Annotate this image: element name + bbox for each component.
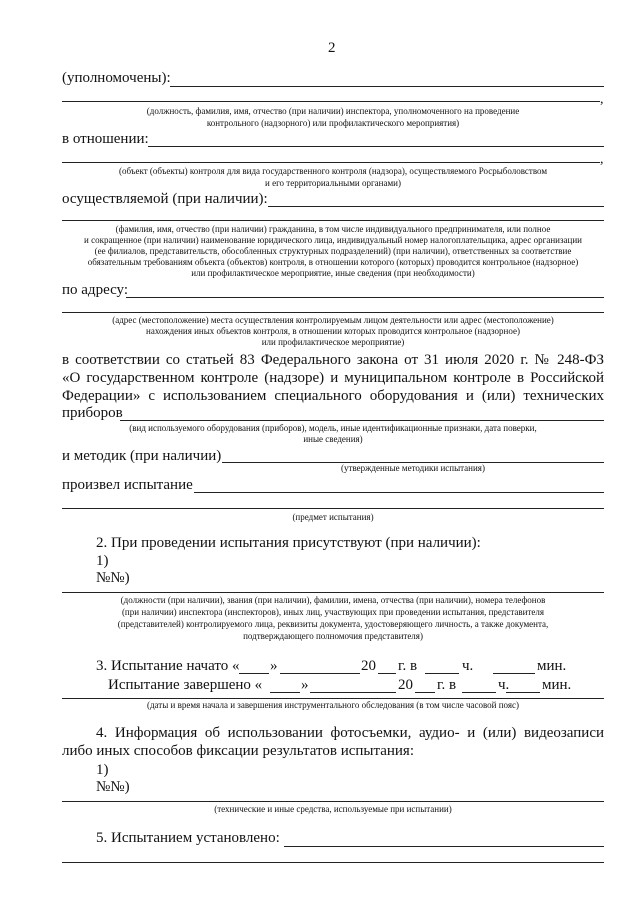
list-item: №№) — [96, 570, 130, 586]
end-year-field[interactable] — [415, 692, 435, 693]
section-2-heading: 2. При проведении испытания присутствуют (при наличии): — [96, 535, 481, 551]
address-input-line[interactable] — [126, 297, 604, 298]
caption: и сокращенное (при наличии) наименование юридического лица, индивидуальный номер налогоплательщика, адрес организации — [84, 235, 582, 245]
devices-label: приборов — [62, 405, 123, 421]
law-line: Федерации» с использованием специального оборудования и (или) технических — [62, 388, 604, 404]
quote: » — [270, 658, 278, 674]
performed-by-input-line-2[interactable] — [62, 220, 604, 221]
regarding-input-line-2[interactable] — [62, 162, 600, 163]
result-input-line[interactable] — [284, 846, 604, 847]
devices-input-line[interactable] — [120, 420, 604, 421]
end-day-field[interactable] — [270, 692, 300, 693]
end-hour-field[interactable] — [462, 692, 496, 693]
start-day-field[interactable] — [239, 673, 269, 674]
start-hour-field[interactable] — [425, 673, 459, 674]
time-zone-input-line[interactable] — [62, 698, 604, 699]
caption: (адрес (местоположение) места осуществления контролируемым лицом деятельности или адрес (местоположение) — [112, 315, 554, 325]
minute-text: мин. — [542, 677, 572, 693]
test-input-line[interactable] — [194, 492, 604, 493]
end-minute-field[interactable] — [506, 692, 540, 693]
list-item: 1) — [96, 762, 109, 778]
authorized-label: (уполномочены): — [62, 70, 171, 86]
caption: (даты и время начала и завершения инструментального обследования (в том числе часовой пояс) — [146, 700, 520, 710]
start-month-field[interactable] — [280, 673, 360, 674]
caption: (фамилия, имя, отчество (при наличии) гражданина, в том числе индивидуального предпринимателя, или полное — [115, 224, 551, 234]
caption: или профилактическое мероприятие, иные сведения (при необходимости) — [191, 268, 475, 278]
end-month-field[interactable] — [310, 692, 396, 693]
list-item: 1) — [96, 553, 109, 569]
authorized-input-line-2[interactable] — [62, 101, 600, 102]
page-number: 2 — [328, 40, 336, 56]
caption: и его территориальными органами) — [265, 178, 401, 188]
start-year-field[interactable] — [378, 673, 396, 674]
hour-text: ч. — [462, 658, 474, 674]
caption: обязательным требованиям объекта (объектов) контроля, в отношении которого (которых) проводится контрольное (надзорное) — [87, 257, 579, 267]
caption: подтверждающего полномочия представителя) — [243, 631, 423, 641]
start-label: 3. Испытание начато « — [96, 658, 240, 674]
section-4-heading-2: либо иных способов фиксации результатов испытания: — [62, 743, 415, 759]
section-5-label: 5. Испытанием установлено: — [96, 830, 280, 846]
caption: иные сведения) — [303, 434, 363, 444]
caption: (вид используемого оборудования (приборов), модель, иные идентификационные признаки, дата поверки, — [129, 423, 537, 433]
regarding-label: в отношении: — [62, 131, 149, 147]
methods-label: и методик (при наличии) — [62, 448, 222, 464]
regarding-input-line[interactable] — [148, 146, 604, 147]
attendees-input-line[interactable] — [62, 592, 604, 593]
caption: (утвержденные методики испытания) — [341, 463, 485, 473]
result-input-line-2[interactable] — [62, 862, 604, 863]
caption: нахождения иных объектов контроля, в отношении которых проводится контрольное (надзорное) — [146, 326, 520, 336]
caption: (должность, фамилия, имя, отчество (при наличии) инспектора, уполномоченного на проведение — [146, 106, 520, 116]
caption: (ее филиалов, представительств, обособленных структурных подразделений) (при наличии), ответственных за соответствие — [94, 246, 572, 256]
minute-text: мин. — [537, 658, 567, 674]
law-line: в соответствии со статьей 83 Федерального закона от 31 июля 2020 г. № 248-ФЗ — [62, 352, 604, 368]
caption: (объект (объекты) контроля для вида государственного контроля (надзора), осуществляемого Росрыболовством — [118, 166, 548, 176]
caption: (при наличии) инспектора (инспекторов), иных лиц, участвующих при проведении испытания, представителя — [121, 607, 545, 617]
performed-by-input-line[interactable] — [268, 206, 604, 207]
caption: (должности (при наличии), звания (при наличии), фамилии, имена, отчества (при наличии), номера телефонов — [120, 595, 546, 605]
list-item: №№) — [96, 779, 130, 795]
caption: (представителей) контролируемого лица, реквизиты документа, удостоверяющего личность, а также документа, — [117, 619, 549, 629]
end-label: Испытание завершено « — [108, 677, 263, 693]
recording-input-line[interactable] — [62, 801, 604, 802]
test-input-line-2[interactable] — [62, 508, 604, 509]
year-prefix: 20 — [361, 658, 376, 674]
g-v-text: г. в — [398, 658, 418, 674]
start-minute-field[interactable] — [493, 673, 535, 674]
performed-by-label: осуществляемой (при наличии): — [62, 191, 268, 207]
caption: (технические и иные средства, используемые при испытании) — [214, 804, 452, 814]
caption: или профилактическое мероприятие) — [261, 337, 405, 347]
comma: , — [600, 92, 604, 107]
address-input-line-2[interactable] — [62, 312, 604, 313]
authorized-input-line[interactable] — [170, 86, 604, 87]
test-label: произвел испытание — [62, 477, 193, 493]
caption: (предмет испытания) — [292, 512, 374, 522]
year-prefix: 20 — [398, 677, 413, 693]
comma: , — [600, 152, 604, 167]
section-4-heading: 4. Информация об использовании фотосъемки, аудио- и (или) видеозаписи — [96, 725, 604, 741]
quote: » — [301, 677, 309, 693]
caption: контрольного (надзорного) или профилактического мероприятия) — [206, 118, 460, 128]
address-label: по адресу: — [62, 282, 129, 298]
law-line: «О государственном контроле (надзоре) и муниципальном контроле в Российской — [62, 370, 604, 386]
hour-text: ч. — [498, 677, 510, 693]
g-v-text: г. в — [437, 677, 457, 693]
